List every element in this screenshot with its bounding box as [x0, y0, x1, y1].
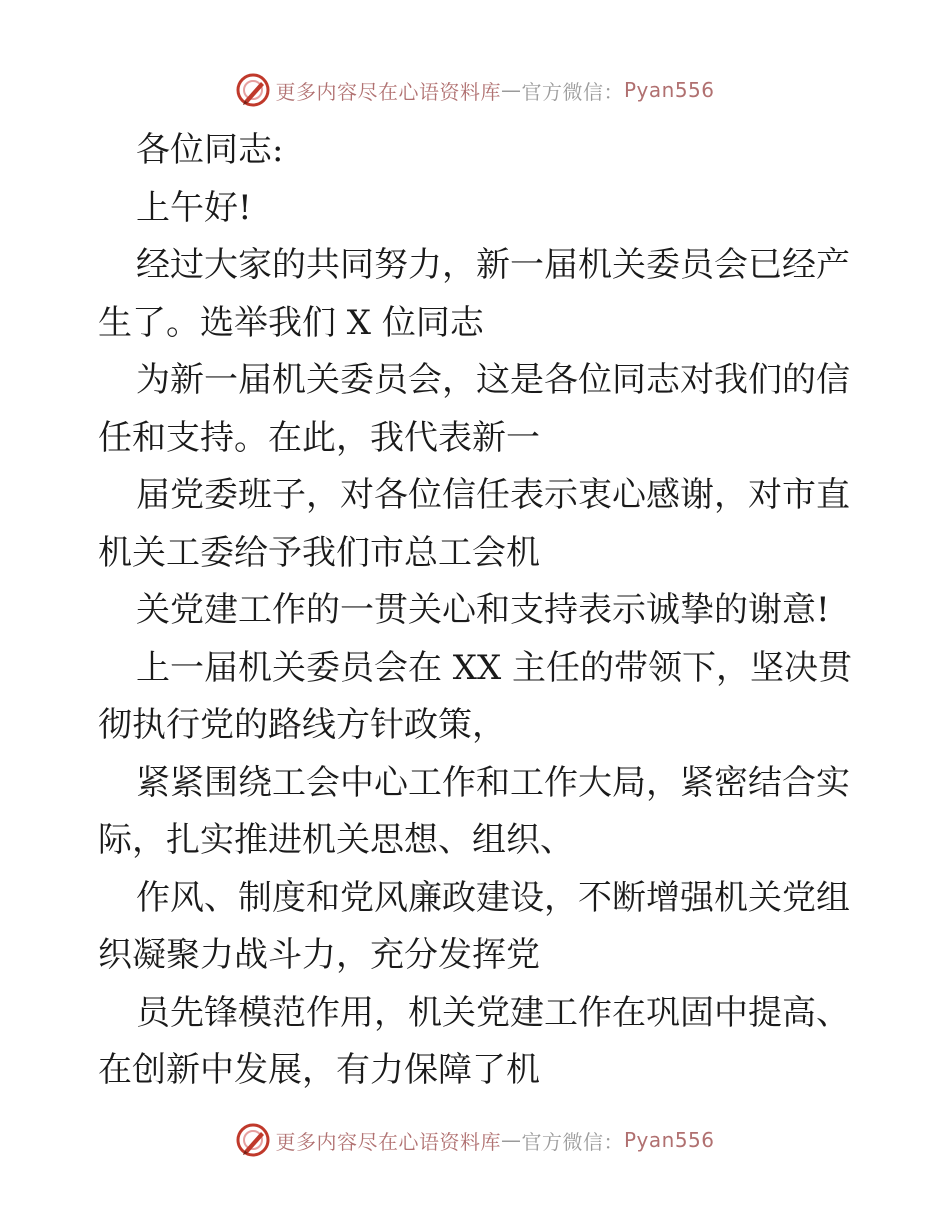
- greeting: 上午好!: [136, 187, 252, 228]
- banner-wechat-id: Pyan556: [623, 1128, 715, 1152]
- banner-official-label: 官方微信：: [521, 1129, 624, 1154]
- header-banner: [0, 70, 950, 110]
- footer-banner: [0, 1120, 950, 1160]
- paragraph: 紧紧围绕工会中心工作和工作大局，紧密结合实际，扎实推进机关思想、组织、: [98, 762, 850, 860]
- paragraph: 届党委班子，对各位信任表示衷心感谢，对市直机关工委给予我们市总工会机: [98, 475, 850, 573]
- paragraph: 作风、制度和党风廉政建设，不断增强机关党组织凝聚力战斗力，充分发挥党: [98, 877, 850, 975]
- paragraph: 上一届机关委员会在 XX 主任的带领下，坚决贯彻执行党的路线方针政策，: [98, 647, 853, 745]
- banner-wechat-id: Pyan556: [623, 78, 715, 102]
- banner-official-label: 官方微信：: [521, 79, 624, 104]
- pen-logo-icon: [235, 72, 271, 108]
- paragraph: 关党建工作的一贯关心和支持表示诚挚的谢意!: [136, 590, 830, 630]
- salutation: 各位同志:: [136, 130, 284, 170]
- document-body: [98, 122, 854, 1100]
- pen-logo-icon: [235, 1122, 271, 1158]
- banner-dash: —: [500, 78, 522, 102]
- paragraph: 经过大家的共同努力，新一届机关委员会已经产生了。选举我们 X 位同志: [98, 245, 850, 343]
- paragraph: 为新一届机关委员会，这是各位同志对我们的信任和支持。在此，我代表新一: [98, 360, 850, 458]
- banner-brand-text: 更多内容尽在心语资料库: [275, 79, 501, 104]
- banner-dash: —: [500, 1128, 522, 1152]
- paragraph: 员先锋模范作用，机关党建工作在巩固中提高、在创新中发展，有力保障了机: [98, 992, 850, 1090]
- banner-brand-text: 更多内容尽在心语资料库: [275, 1129, 501, 1154]
